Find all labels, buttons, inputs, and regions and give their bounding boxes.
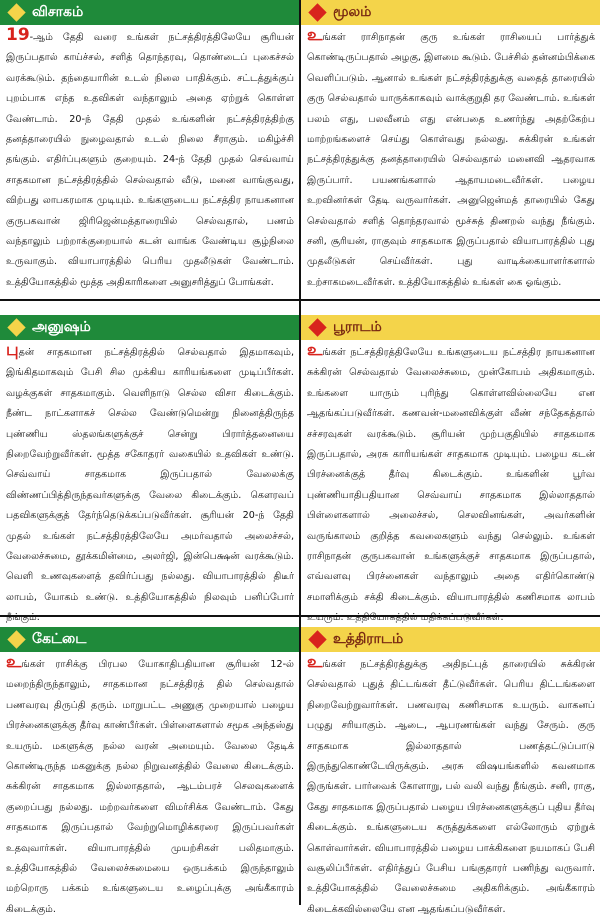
panel-title: விசாகம் [32,4,84,20]
panel-title: மூலம் [333,4,372,20]
diamond-bullet-icon [308,3,326,21]
lead-letter: உ [307,652,323,672]
panel-header [301,627,600,652]
panel-title: அனுஷம் [32,319,91,335]
panel-text: ங்கள் நட்சத்திரத்துக்கு அதிநட்புத் தாரையில் சுக்கிரன் செல்வதால் புதுத் திட்டங்கள் தீட்டுவீர்கள். பெரிய திட்டங்களை நிறைவேற்றுவார்கள். பணவரவு கணிசமாக உயரும். வாகனப் பழுது சரியாகும். ஆடை, ஆபரணங்கள் வந்து சேரும். குரு சாதகமாக இல்லாததால் பணத்தட்டுப்பாடு இருந்துகொண்டேயிருக்கும். அரசு விஷயங்களில் கவனமாக இருங்கள். பார்வைக் கோளாறு, பல் வலி வந்து நீங்கும். சனி, ராகு, கேது சாதகமாக இருப்பதால் பழைய பிரச்னைகளுக்குப் புதிய தீர்வு கிடைக்கும். உங்களுடைய கருத்துக்களை எல்லோரும் ஏற்றுக் கொள்வார்கள். வியாபாரத்தில் பழைய பாக்கிகளை நயமாகப் பேசி வசூலிப்பீர்கள். எதிர்த்துப் பேசிய பங்குதாரர் பணிந்து வருவார். உத்தியோகத்தில் வேலைச்சுமை அதிகரிக்கும். அங்கீகாரம் கிடைக்கவில்லையே என ஆதங்கப்படுவீர்கள். [307,659,595,915]
panel-body [0,25,299,293]
panel-kettai [0,627,299,915]
panel-header [0,315,299,340]
diamond-bullet-icon [7,630,25,648]
panel-text: -ஆம் தேதி வரை உங்கள் நட்சத்திரத்திலேயே சூரியன் இருப்பதால் காய்ச்சல், சளித் தொந்தரவு, தொண்டைப் புகைச்சல் வரக்கூடும். தந்தையாரின் உடல் நிலை பாதிக்கும். சட்டத்துக்குப் புறம்பாக எந்த உதவிகள் வந்தாலும் அதை ஏற்றுக் கொள்ள வேண்டாம். 20-ந் தேதி முதல் உங்களின் நட்சத்திரத்திற்கு தனத்தாரையில் நுழைவதால் உடல் நிலை சீராகும். மகிழ்ச்சி தங்கும். எதிர்ப்புகளும் குறையும். 24-ந் தேதி முதல் செவ்வாய் சாதகமான நட்சத்திரத்தில் செல்வதால் வீடு, மனை வாங்குவது, விற்பது லாபகரமாக முடியும். உங்களுடைய நட்சத்திர நாயகனான குருபகவான் ஜிரிஜென்மத்தாரையில் செல்வதால், பணம் வந்தாலும் பற்றாக்குறையால் கடன் வாங்க வேண்டிய சூழ்நிலை உருவாகும். வியாபாரத்தில் பெரிய முதலீடுகள் வேண்டாம். உத்தியோகத்தில் மூத்த அதிகாரிகளை அனுசரித்துப் போங்கள். [6,32,294,288]
diamond-bullet-icon [308,630,326,648]
panel-uthiradam [301,627,600,915]
panel-text: ங்கள் நட்சத்திரத்திலேயே உங்களுடைய நட்சத்திர நாயகனான சுக்கிரன் செல்வதால் வேலைச்சுமை, முன்கோபம் அதிகமாகும். உங்களை யாரும் புரிந்து கொள்ளவில்லையே என ஆதங்கப்படுவீர்கள். கணவன்-மனைவிக்குள் வீண் சந்தேகத்தால் சச்சரவுகள் வரக்கூடும். சூரியன் முற்பகுதியில் சாதகமாக இருப்பதால், அரசு காரியங்கள் சாதகமாக முடியும். பழைய கடன் பிரச்னைக்குத் தீர்வு கிடைக்கும். உங்களின் பூர்வ புண்ணியாதிபதியான செவ்வாய் சாதகமாக இல்லாததால் பிள்ளைகளால் அலைச்சல், செலவினங்கள், அவர்களின் வருங்காலம் குறித்த கவலைகளும் வந்து செல்லும். உங்கள் ராசிநாதன் குருபகவான் உங்களுக்குச் சாதகமாக இருப்பதால், எவ்வளவு பிரச்னைகள் வந்தாலும் அதை எதிர்கொண்டு சமாளிக்கும் சக்தி கிடைக்கும். வியாபாரத்தில் கணிசமாக லாபம் உயரும். உத்தியோகத்தில் மதிக்கப்படுவீர்கள். [307,347,595,624]
panel-text: ங்கள் ராசிநாதன் குரு உங்கள் ராசியைப் பார்த்துக் கொண்டிருப்பதால் அழகு, இளமை கூடும். பேச்சில் தன்னம்பிக்கை வெளிப்படும். ஆனால் உங்கள் நட்சத்திரத்துக்கு வதைத் தாரையில் குரு செல்வதால் யாருக்காகவும் வாக்குறுதி தர வேண்டாம். உங்கள் பலம் எது, பலவீனம் எது என்பதை உணர்ந்து அதற்கேற்ப மாற்றங்களைச் செய்து கொள்வது நல்லது. சுக்கிரன் உங்கள் நட்சத்திரத்துக்கு தனத்தாரையில் செல்வதால் மனைவி ஆதரவாக இருப்பார். பயணங்களால் ஆதாயமடைவீர்கள். பழைய உறவினர்கள் தேடி வருவார்கள். அனுஜென்மத் தாரையில் கேது செல்வதால் சளித் தொந்தரவால் மூச்சுத் திணறல் வந்து நீங்கும். சனி, சூரியன், ராகுவும் சாதகமாக இருப்பதால் வியாபாரத்தில் புது முதலீடுகள் செய்வீர்கள். புது வாடிக்கையாளர்களால் உற்சாகமடைவீர்கள். உத்தியோகத்தில் உங்கள் கை ஓங்கும். [307,32,595,288]
panel-pooradam [301,315,600,624]
diamond-bullet-icon [7,3,25,21]
row-divider-1 [0,299,600,301]
diamond-bullet-icon [308,318,326,336]
panel-anusham [0,315,299,624]
panel-visakam [0,0,299,299]
panel-body [0,340,299,629]
lead-letter: 19 [6,25,30,45]
lead-letter: உ [307,340,323,360]
diamond-bullet-icon [7,318,25,336]
panel-title: உத்திராடம் [333,631,404,647]
panel-header [301,0,600,25]
panel-text: தன் சாதகமான நட்சத்திரத்தில் செல்வதால் இதமாகவும், இங்கிதமாகவும் பேசி சில முக்கிய காரியங்களை முடிப்பீர்கள். வழக்குகள் சாதகமாகும். வெளிநாடு செல்ல விசா கிடைக்கும். நீண்ட நாட்களாகச் செல்ல வேண்டுமென்று நினைத்திருந்த புண்ணிய ஸ்தலங்களுக்குச் சென்று பிரார்த்தனையை நிறைவேற்றுவீர்கள். மூத்த சகோதரர் வகையில் உதவிகள் உண்டு. செவ்வாய் சாதகமாக இருப்பதால் வேலைக்கு விண்ணப்பித்திருந்தவர்களுக்கு வேலை கிடைக்கும். கௌரவப் பதவிகளுக்குத் தேர்ந்தெடுக்கப்படுவீர்கள். சூரியன் 20-ந் தேதி முதல் உங்கள் நட்சத்திரத்திலேயே அமர்வதால் அலைச்சல், வேலைச்சுமை, தூக்கமின்மை, அலர்ஜி, இன்பெக்ஷன் வரக்கூடும். வெளி உணவுகளைத் தவிர்ப்பது நல்லது. வியாபாரத்தில் திடீர் லாபம், யோகம் உண்டு. உத்தியோகத்தில் நிலவும் பனிப்போர் நீங்கும். [6,347,294,624]
lead-letter: உ [307,25,323,45]
panel-text: ங்கள் ராசிக்கு பிரபல யோகாதிபதியான சூரியன் 12-ல் மறைந்திருந்தாலும், சாதகமான நட்சத்திரத் தில் செல்வதால் பணவரவு திருப்தி தரும். மாறுபட்ட அணுகு முறையால் பழைய பிரச்னைகளுக்கு தீர்வு காண்பீர்கள். பிள்ளைகளால் சமூக அந்தஸ்து உயரும். மகளுக்கு நல்ல வரன் அமையும். வேலை தேடிக் கொண்டிருந்த மகனுக்கு நல்ல நிறுவனத்தில் வேலை கிடைக்கும். சுக்கிரன் சாதகமாக இல்லாததால், ஆடம்பரச் செலவுகளைக் குறைப்பது நல்லது. மற்றவர்களை விமர்சிக்க வேண்டாம். கேது சாதகமாக இருப்பதால் வேற்றுமொழிக்கரரை இருப்பவர்கள் உதவுவார்கள். வியாபாரத்தில் முயற்சிகள் பலிதமாகும். உத்தியோகத்தில் வேலைச்சுமையை ஒருபக்கம் இருந்தாலும் மற்றொரு பக்கம் உங்களுடைய உழைப்புக்கு அங்கீகாரம் கிடைக்கும். [6,659,294,915]
panel-body [301,340,600,629]
panel-title: பூராடம் [333,319,382,335]
panel-body [301,25,600,293]
panel-body [301,652,600,920]
panel-title: கேட்டை [32,631,87,647]
panel-header [0,627,299,652]
lead-letter: பு [6,340,19,360]
panel-body [0,652,299,920]
panel-moolam [301,0,600,299]
panel-header [301,315,600,340]
panel-header [0,0,299,25]
lead-letter: உ [6,652,22,672]
